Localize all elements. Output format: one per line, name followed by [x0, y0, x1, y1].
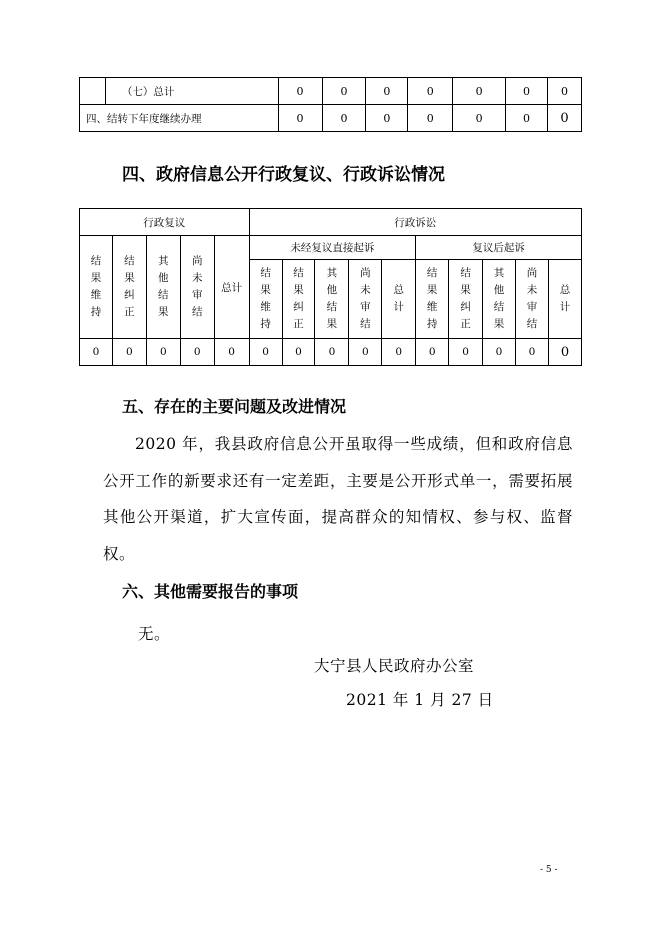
group-header-litigation: 行政诉讼 — [249, 209, 581, 236]
table-header-row — [80, 209, 582, 236]
column-header — [249, 260, 282, 339]
table-cell: 0 — [408, 78, 453, 105]
section-6-content: 无。 — [138, 625, 171, 643]
table-cell: 0 — [80, 339, 113, 366]
table-cell: 0 — [349, 339, 382, 366]
table-cell: 0 — [214, 339, 249, 366]
row-label: 四、结转下年度继续办理 — [80, 105, 279, 132]
section-5-paragraph: 2020 年，我县政府信息公开虽取得一些成绩，但和政府信息公开工作的新要求还有一定差距，主要是公开形式单一，需要拓展其他公开渠道，扩大宣传面，提高群众的知情权、参与权、监督权。 — [103, 435, 573, 563]
column-header-text: 结 果 纠 正 — [460, 267, 471, 330]
column-header-text: 总 计 — [393, 284, 404, 313]
column-header — [483, 260, 516, 339]
review-litigation-table — [79, 208, 582, 366]
table-cell: 0 — [506, 105, 548, 132]
table-cell: 0 — [366, 105, 408, 132]
table-row — [80, 78, 582, 105]
section-6-title: 六、其他需要报告的事项 — [122, 582, 299, 601]
table-cell: 0 — [548, 78, 582, 105]
column-header — [112, 236, 146, 339]
column-header-text: 其 他 结 果 — [158, 255, 169, 318]
table-row — [80, 105, 582, 132]
table-cell: 0 — [278, 78, 322, 105]
column-header — [349, 260, 382, 339]
subgroup-header-after: 复议后起诉 — [416, 236, 582, 260]
column-header — [382, 260, 416, 339]
column-header-text: 其 他 结 果 — [493, 267, 505, 330]
column-header-text: 结 果 维 持 — [90, 255, 102, 318]
section-5-title: 五、存在的主要问题及改进情况 — [122, 397, 347, 416]
signature-date: 2021 年 1 月 27 日 — [346, 691, 494, 709]
column-header — [548, 260, 581, 339]
row-label: （七）总计 — [105, 78, 278, 105]
page-number: - 5 - — [540, 865, 558, 875]
table-cell: 0 — [322, 78, 366, 105]
table-cell: 0 — [483, 339, 516, 366]
column-header — [180, 236, 214, 339]
table-cell: 0 — [548, 339, 581, 366]
column-header — [80, 236, 113, 339]
group-header-review: 行政复议 — [80, 209, 250, 236]
column-header-text: 结 果 维 持 — [426, 267, 438, 330]
column-header-text: 总 计 — [559, 284, 571, 313]
table-cell: 0 — [506, 78, 548, 105]
column-header-text: 结 果 维 持 — [260, 267, 271, 330]
table-cell: 0 — [449, 339, 483, 366]
disposal-table-bottom — [79, 77, 582, 132]
column-header: 总计 — [214, 236, 249, 339]
column-header — [515, 260, 548, 339]
column-header-text: 尚 未 审 结 — [360, 267, 371, 330]
column-header — [282, 260, 315, 339]
column-header-text: 结 果 纠 正 — [293, 267, 304, 330]
column-header-text: 尚 未 审 结 — [526, 267, 538, 330]
table-cell: 0 — [249, 339, 282, 366]
table-cell: 0 — [453, 105, 506, 132]
table-cell: 0 — [180, 339, 214, 366]
table-cell: 0 — [282, 339, 315, 366]
column-header — [315, 260, 349, 339]
table-cell: 0 — [416, 339, 449, 366]
table-row — [80, 339, 582, 366]
table-cell: 0 — [366, 78, 408, 105]
column-header-text: 结 果 纠 正 — [124, 255, 135, 318]
table-cell: 0 — [408, 105, 453, 132]
table-cell: 0 — [315, 339, 349, 366]
table-cell: 0 — [278, 105, 322, 132]
table-cell: 0 — [515, 339, 548, 366]
column-header-text: 其 他 结 果 — [326, 267, 338, 330]
column-header-text: 尚 未 审 结 — [191, 255, 203, 318]
table-cell — [80, 78, 106, 105]
table-cell: 0 — [322, 105, 366, 132]
column-header — [416, 260, 449, 339]
table-cell: 0 — [548, 105, 582, 132]
signature-office: 大宁县人民政府办公室 — [314, 657, 475, 675]
table-cell: 0 — [146, 339, 180, 366]
table-cell: 0 — [453, 78, 506, 105]
column-header — [449, 260, 483, 339]
subgroup-header-direct: 未经复议直接起诉 — [249, 236, 416, 260]
column-header — [146, 236, 180, 339]
table-header-row — [80, 236, 582, 260]
table-cell: 0 — [382, 339, 416, 366]
section-4-title: 四、政府信息公开行政复议、行政诉讼情况 — [122, 165, 445, 185]
table-cell: 0 — [112, 339, 146, 366]
